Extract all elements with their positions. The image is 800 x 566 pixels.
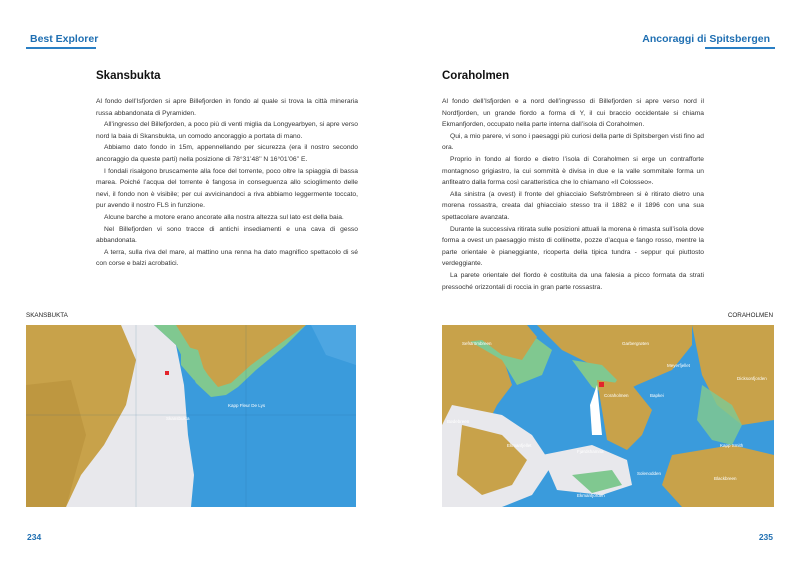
header-left-title: Best Explorer	[30, 33, 99, 45]
left-section-title: Skansbukta	[96, 70, 161, 82]
left-map-caption: SKANSBUKTA	[26, 312, 68, 319]
map-label: Fjørdshamna	[577, 449, 604, 454]
map-label: Kapp Fleur De Lys	[228, 403, 266, 408]
paragraph: I fondali risalgono bruscamente alla foce del torrente, poco oltre la spiaggia di bassa marea. Poiché l’acqua del torrente è fangosa in conseguenza allo scioglimento delle nevi, il fondo non è visibile; per cui avvicinandoci a riva abbiamo leggermente toccato, pur avendo il nostro FLS in funzione.	[96, 167, 358, 210]
map-label: Ekmanfjellet	[507, 443, 532, 448]
map-label: Blackbreen	[714, 476, 737, 481]
left-body-text	[96, 96, 358, 270]
paragraph: All’ingresso del Billefjorden, a poco più di venti miglia da Longyearbyen, si apre verso nord la baia di Skansbukta, un comodo ancoraggio a portata di mano.	[96, 121, 358, 140]
paragraph: Abbiamo dato fondo in 15m, appennellando per sicurezza (era il nostro secondo ancoraggio da queste parti) nella posizione di 78°31’48’’ N 16°01’06’’ E.	[96, 144, 358, 163]
paragraph: Nel Billefjorden vi sono tracce di antichi insediamenti e una cava di gesso abbandonata.	[96, 225, 358, 245]
header-right-rule	[705, 47, 775, 49]
right-section-title: Coraholmen	[442, 70, 510, 82]
map-label: Coraholmen	[604, 393, 629, 398]
map-label: Bapkei	[650, 393, 664, 398]
paragraph: La parete orientale del fiordo è costituita da una falesia a picco formata da strati pressoché orizzontali di roccia in gran parte rossastra.	[442, 271, 704, 291]
map-label: Dicksonfjorden	[737, 376, 767, 381]
right-map-caption: CORAHOLMEN	[727, 312, 773, 319]
page-number-left: 234	[27, 532, 42, 542]
map-label: Kapp Smith	[720, 443, 744, 448]
paragraph: A terra, sulla riva del mare, al mattino una renna ha dato magnifico spettacolo di sé con corse e balzi acrobatici.	[96, 248, 358, 268]
paragraph: Alcune barche a motore erano ancorate alla nostra altezza sul lato est della baia.	[104, 213, 344, 221]
map-label: Bødebreen	[447, 419, 470, 424]
map-label: Sefströmbreen	[462, 341, 492, 346]
paragraph: Al fondo dell’Isfjorden si apre Billefjorden in fondo al quale si trova la città mineraria russa abbandonata di Pyramiden.	[96, 98, 358, 117]
paragraph: Al fondo dell’Isfjorden e a nord dell’ingresso di Billefjorden si apre verso nord il Nordfjorden, un grande fiordo a forma di Y, il cui braccio occidentale si chiama Ekmanfjorden, occupato nella parte interna dall’isola di Coraholmen.	[442, 98, 704, 129]
map-label: Solenodden	[637, 471, 662, 476]
map-label: Skansbukta	[166, 416, 190, 421]
paragraph: Proprio in fondo al fiordo e dietro l’isola di Coraholmen si erge un contrafforte montagnoso grigiastro, la cui sommità è divisa in due e la valle sommitale forma un anfiteatro dalla forma così caratteristica che lo chiamano «Il Colosseo».	[442, 155, 704, 187]
header-right-title: Ancoraggi di Spitsbergen	[642, 33, 770, 45]
map-label: Garbergrøten	[622, 341, 650, 346]
skansbukta-chart-map	[26, 325, 356, 507]
paragraph: Qui, a mio parere, vi sono i paesaggi più curiosi della parte di Spitsbergen visti fino ad ora.	[442, 132, 704, 152]
map-label: Ekmanfjorden	[577, 493, 605, 498]
map-label: Meyerfjellet	[667, 363, 691, 368]
coraholmen-chart-map	[442, 325, 774, 507]
right-body-text	[442, 96, 704, 293]
page-number-right: 235	[758, 532, 773, 542]
paragraph: Alla sinistra (a ovest) il fronte del ghiacciaio Sefströmbreen si è ritirato dietro una morena rossastra, creata dal ghiacciaio stesso tra il 1882 e il 1896 con una sua spettacolare avanzata.	[442, 190, 704, 221]
header-left-rule	[26, 47, 96, 49]
paragraph: Durante la successiva ritirata sulle posizioni attuali la morena è rimasta sull’isola dove forma a ovest un paesaggio misto di collinette, pozze d’acqua e fango rosso, mentre la parte orientale è pianeggiante, ricoperta della tipica tundra - seppur qui piuttosto verdeggiante.	[442, 225, 704, 268]
